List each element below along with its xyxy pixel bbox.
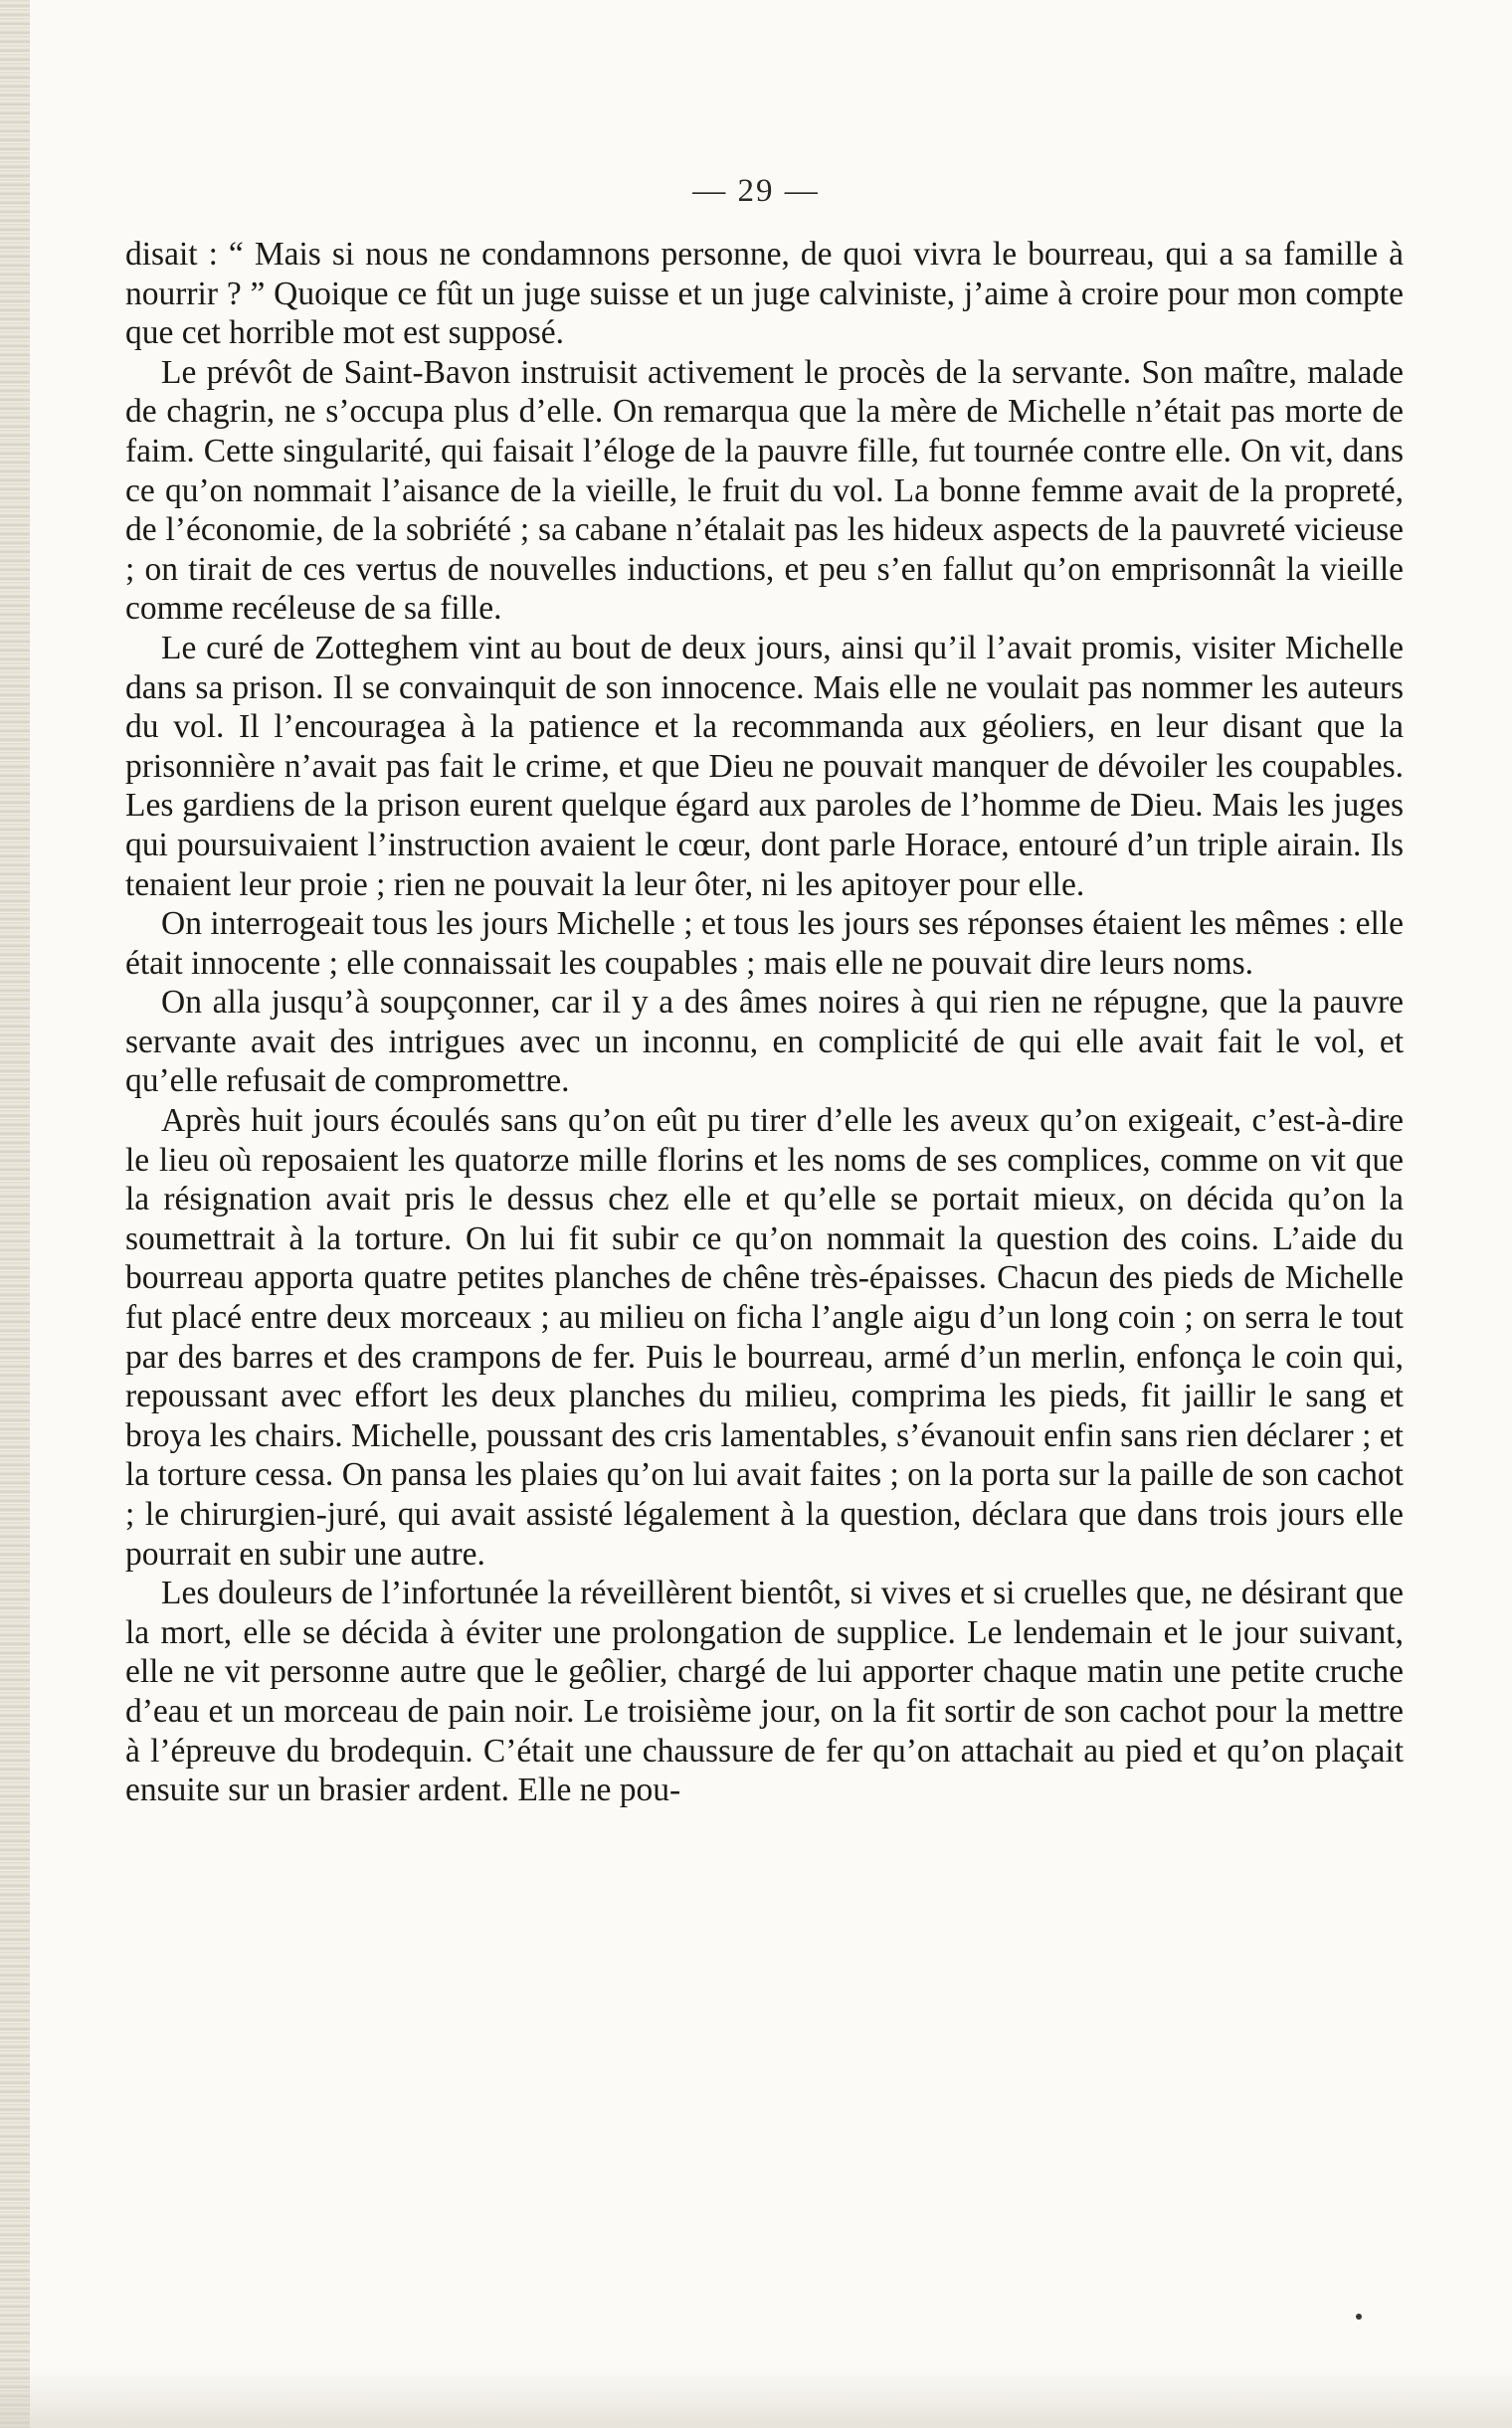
paragraph-7: Les douleurs de l’infortunée la réveillèrent bientôt, si vives et si cruelles que, ne désirant que la mort, elle se décida à éviter une prolongation de supplice. Le lendemain et le jour suivant, elle ne vit personne autre que le geôlier, chargé de lui apporter chaque matin une petite cruche d’eau et un morceau de pain noir. Le troisième jour, on la fit sortir de son cachot pour la mettre à l’épreuve du brodequin. C’était une chaussure de fer qu’on attachait au pied et qu’on plaçait ensuite sur un brasier ardent. Elle ne pou- [125, 1575, 1404, 1809]
ink-speck [1356, 2314, 1362, 2320]
paragraph-4: On interrogeait tous les jours Michelle ; et tous les jours ses réponses étaient les mêmes : elle était innocente ; elle connaissait les coupables ; mais elle ne pouvait dire leurs noms. [125, 905, 1404, 982]
paragraph-5: On alla jusqu’à soupçonner, car il y a des âmes noires à qui rien ne répugne, que la pauvre servante avait des intrigues avec un inconnu, en complicité de qui elle avait fait le vol, et qu’elle refusait de compromettre. [125, 984, 1404, 1100]
paragraph-3: Le curé de Zotteghem vint au bout de deux jours, ainsi qu’il l’avait promis, visiter Michelle dans sa prison. Il se convainquit de son innocence. Mais elle ne voulait pas nommer les auteurs du vol. Il l’encouragea à la patience et la recommanda aux géoliers, en leur disant que la prisonnière n’avait pas fait le crime, et que Dieu ne pouvait manquer de dévoiler les coupables. Les gardiens de la prison eurent quelque égard aux paroles de l’homme de Dieu. Mais les juges qui poursuivaient l’instruction avaient le cœur, dont parle Horace, entouré d’un triple airain. Ils tenaient leur proie ; rien ne pouvait la leur ôter, ni les apitoyer pour elle. [125, 629, 1404, 903]
page-bottom-shadow [0, 2368, 1512, 2428]
binding-edge [0, 0, 30, 2428]
paragraph-6: Après huit jours écoulés sans qu’on eût pu tirer d’elle les aveux qu’on exigeait, c’est-à-dire le lieu où reposaient les quatorze mille florins et les noms de ses complices, comme on vit que la résignation avait pris le dessus chez elle et qu’elle se portait mieux, on décida qu’on la soumettrait à la torture. On lui fit subir ce qu’on nommait la question des coins. L’aide du bourreau apporta quatre petites planches de chêne très-épaisses. Chacun des pieds de Michelle fut placé entre deux morceaux ; au milieu on ficha l’angle aigu d’un long coin ; on serra le tout par des barres et des crampons de fer. Puis le bourreau, armé d’un merlin, enfonça le coin qui, repoussant avec effort les deux planches du milieu, comprima les pieds, fit jaillir le sang et broya les chairs. Michelle, poussant des cris lamentables, s’évanouit enfin sans rien déclarer ; et la torture cessa. On pansa les plaies qu’on lui avait faites ; on la porta sur la paille de son cachot ; le chirurgien-juré, qui avait assisté légalement à la question, déclara que dans trois jours elle pourrait en subir une autre. [125, 1102, 1404, 1573]
paragraph-1: disait : “ Mais si nous ne condamnons personne, de quoi vivra le bourreau, qui a sa famille à nourrir ? ” Quoique ce fût un juge suisse et un juge calviniste, j’aime à croire pour mon compte que cet horrible mot est supposé. [125, 236, 1404, 352]
paragraph-2: Le prévôt de Saint-Bavon instruisit activement le procès de la servante. Son maître, malade de chagrin, ne s’occupa plus d’elle. On remarqua que la mère de Michelle n’était pas morte de faim. Cette singularité, qui faisait l’éloge de la pauvre fille, fut tournée contre elle. On vit, dans ce qu’on nommait l’aisance de la vieille, le fruit du vol. La bonne femme avait de la propreté, de l’économie, de la sobriété ; sa cabane n’étalait pas les hideux aspects de la pauvreté vicieuse ; on tirait de ces vertus de nouvelles inductions, et peu s’en fallut qu’on emprisonnât la vieille comme recéleuse de sa fille. [125, 353, 1404, 628]
page-number: — 29 — [692, 173, 820, 209]
body-text [125, 235, 1404, 1810]
